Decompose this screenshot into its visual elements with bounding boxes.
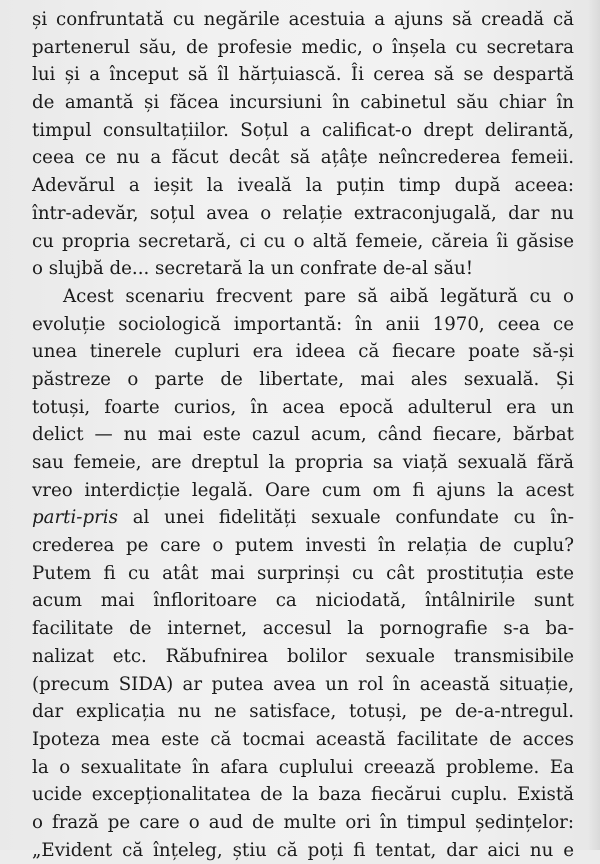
text-line: Ipoteza mea este că tocmai această facilitate de acces bbox=[32, 728, 574, 750]
text-line: dar explicația nu ne satisface, totuși, pe de-a-ntregul. bbox=[32, 701, 574, 723]
text-line: totuși, foarte curios, în acea epocă adulterul era un bbox=[32, 396, 574, 418]
text-line: crederea pe care o putem investi în relația de cuplu? bbox=[32, 535, 574, 557]
text-line: lui și a început să îl hărțuiască. Îi cerea să se despartă bbox=[32, 64, 574, 86]
text-line: și confruntată cu negările acestuia a ajuns să creadă că bbox=[32, 9, 574, 30]
text-line: păstreze o parte de libertate, mai ales sexuală. Și bbox=[32, 368, 574, 390]
text-line: (precum SIDA) ar putea avea un rol în această situație, bbox=[32, 673, 574, 695]
text-line: ceea ce nu a făcut decât să ațâțe neîncrederea femeii. bbox=[32, 147, 574, 169]
paragraph-start-line: Acest scenariu frecvent pare să aibă legătură cu o bbox=[63, 285, 574, 307]
text-line: cu propria secretară, ci cu o altă femeie, căreia îi găsise bbox=[32, 230, 574, 252]
text-line: unea tinerele cupluri era ideea că fiecare poate să-și bbox=[32, 341, 574, 363]
text-line: acum mai înfloritoare ca niciodată, întâlnirile sunt bbox=[32, 590, 574, 612]
text-line: o frază pe care o aud de multe ori în timpul ședințelor: bbox=[32, 811, 574, 833]
text-line: vreo interdicție legală. Oare cum om fi ajuns la acest bbox=[32, 479, 574, 501]
text-line: Putem fi cu atât mai surprinși cu cât prostituția este bbox=[32, 562, 574, 584]
text-line: la o sexualitate în afara cuplului creează probleme. Ea bbox=[32, 756, 574, 778]
text-line: într-adevăr, soțul avea o relație extraconjugală, dar nu bbox=[32, 202, 574, 224]
italic-term: parti-pris bbox=[32, 507, 118, 529]
text-line: sau femeie, are dreptul la propria sa viață sexuală fără bbox=[32, 452, 574, 473]
text-line: ucide excepționalitatea de la baza fiecărui cuplu. Există bbox=[32, 784, 574, 806]
text-line: timpul consultațiilor. Soțul a calificat-o drept delirantă, bbox=[32, 119, 574, 141]
text-line: de amantă și făcea incursiuni în cabinetul său chiar în bbox=[32, 92, 574, 114]
text-line: evoluție sociologică importantă: în anii 1970, ceea ce bbox=[32, 313, 574, 335]
text-line: Adevărul a ieșit la iveală la puțin timp după aceea: bbox=[32, 175, 574, 197]
text-line: facilitate de internet, accesul la pornografie s-a ba- bbox=[32, 618, 574, 640]
text-line-with-italic bbox=[32, 504, 574, 532]
text-line: „Evident că înțeleg, știu că poți fi tentat, dar aici nu e bbox=[32, 839, 574, 861]
text-segment: al unei fidelități sexuale confundate cu în- bbox=[132, 507, 574, 529]
body-text bbox=[32, 6, 574, 864]
text-line: nalizat etc. Răbufnirea bolilor sexuale transmisibile bbox=[32, 645, 574, 667]
text-line: delict — nu mai este cazul acum, când fiecare, bărbat bbox=[32, 424, 574, 446]
text-line: o slujbă de... secretară la un confrate de-al său! bbox=[32, 258, 474, 280]
page-edge-shadow bbox=[588, 0, 600, 850]
text-line: partenerul său, de profesie medic, o înșela cu secretara bbox=[32, 36, 574, 58]
